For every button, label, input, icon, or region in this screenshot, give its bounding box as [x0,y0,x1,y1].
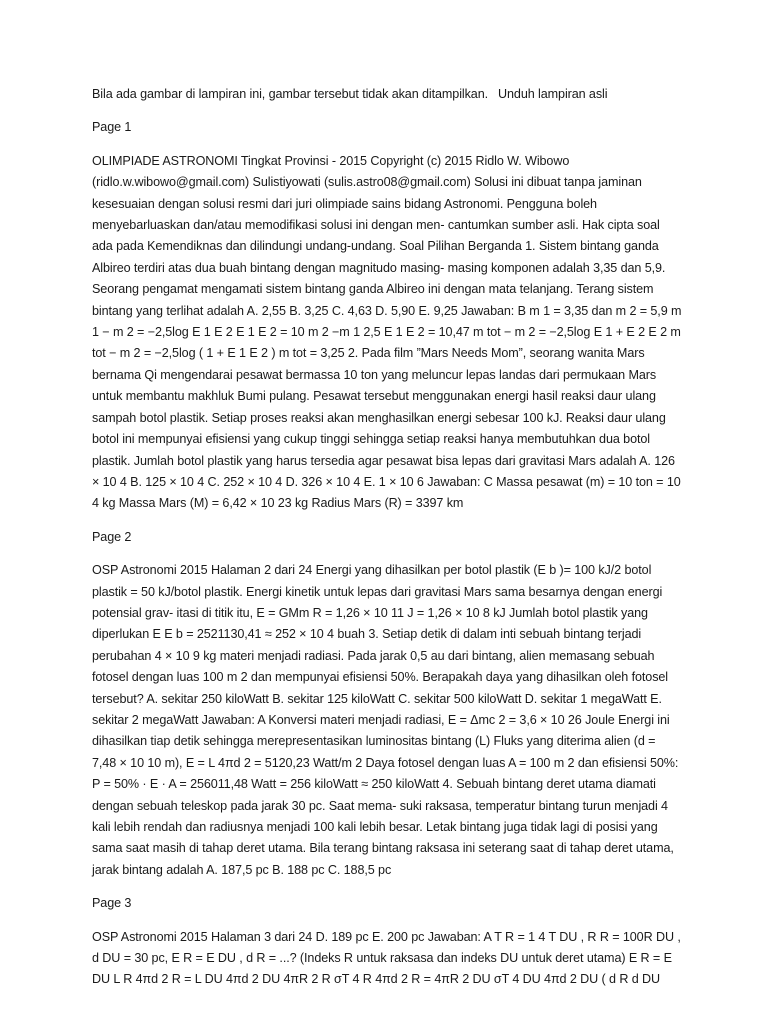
attachment-notice [92,84,682,105]
page-3-content: OSP Astronomi 2015 Halaman 3 dari 24 D. 189 pc E. 200 pc Jawaban: A T R = 1 4 T DU , R R = 100R DU , d DU = 30 pc, E R = E DU , d R = ...? (Indeks R untuk raksasa dan indeks DU untuk deret utama) E R = E DU L R 4πd 2 R = L DU 4πd 2 DU 4πR 2 R σT 4 R 4πd 2 R = 4πR 2 DU σT 4 DU 4πd 2 DU ( d R d DU [92,929,681,987]
download-original-attachment-link[interactable]: Unduh lampiran asli [498,87,608,101]
attachment-notice-text: Bila ada gambar di lampiran ini, gambar tersebut tidak akan ditampilkan. [92,87,489,101]
page-1-content: OLIMPIADE ASTRONOMI Tingkat Provinsi - 2015 Copyright (c) 2015 Ridlo W. Wibowo (ridlo.w.wibowo@gmail.com) Sulistiyowati (sulis.astro08@gmail.com) Solusi ini dibuat tanpa jaminan kesesuaian dengan solusi resmi dari juri olimpiade sains bidang Astronomi. Pengguna boleh menyebarluaskan dan/atau memodifikasi solusi ini dengan men- cantumkan sumber asli. Hak cipta soal ada pada Kemendiknas dan dilindungi undang-undang. Soal Pilihan Berganda 1. Sistem bintang ganda Albireo terdiri atas dua buah bintang dengan magnitudo masing- masing komponen adalah 3,35 dan 5,9. Seorang pengamat mengamati sistem bintang ganda Albireo ini dengan mata telanjang. Terang sistem bintang yang terlihat adalah A. 2,55 B. 3,25 C. 4,63 D. 5,90 E. 9,25 Jawaban: B m 1 = 3,35 dan m 2 = 5,9 m 1 − m 2 = −2,5log E 1 E 2 E 1 E 2 = 10 m 2 −m 1 2,5 E 1 E 2 = 10,47 m tot − m 2 = −2,5log E 1 + E 2 E 2 m tot − m 2 = −2,5log ( 1 + E 1 E 2 ) m tot = 3,25 2. Pada film ”Mars Needs Mom”, seorang wanita Mars bernama Qi mengendarai pesawat bermassa 10 ton yang meluncur lepas landas dari permukaan Mars untuk membantu makhluk Bumi pulang. Pesawat tersebut menggunakan energi hasil reaksi daur ulang sampah botol plastik. Setiap proses reaksi akan menghasilkan energi sebesar 100 kJ. Reaksi daur ulang botol ini mempunyai efisiensi yang cukup tinggi sehingga setiap reaksi hanya membutuhkan dua botol plastik. Jumlah botol plastik yang harus tersedia agar pesawat bisa lepas dari gravitasi Mars adalah A. 126 × 10 4 B. 125 × 10 4 C. 252 × 10 4 D. 326 × 10 4 E. 1 × 10 6 Jawaban: C Massa pesawat (m) = 10 ton = 10 4 kg Massa Mars (M) = 6,42 × 10 23 kg Radius Mars (R) = 3397 km [92,153,682,511]
page-label-2: Page 2 [92,529,132,544]
document-body [92,84,682,1003]
page-2-content: OSP Astronomi 2015 Halaman 2 dari 24 Energi yang dihasilkan per botol plastik (E b )= 100 kJ/2 botol plastik = 50 kJ/botol plastik. Energi kinetik untuk lepas dari gravitasi Mars sama besarnya dengan energi potensial grav- itasi di titik itu, E = GMm R = 1,26 × 10 11 J = 1,26 × 10 8 kJ Jumlah botol plastik yang diperlukan E E b = 2521130,41 ≈ 252 × 10 4 buah 3. Setiap detik di dalam inti sebuah bintang terjadi perubahan 4 × 10 9 kg materi menjadi radiasi. Pada jarak 0,5 au dari bintang, alien memasang sebuah fotosel dengan luas 100 m 2 dan mempunyai efisiensi 50%. Berapakah daya yang dihasilkan oleh fotosel tersebut? A. sekitar 250 kiloWatt B. sekitar 125 kiloWatt C. sekitar 500 kiloWatt D. sekitar 1 megaWatt E. sekitar 2 megaWatt Jawaban: A Konversi materi menjadi radiasi, E = Δmc 2 = 3,6 × 10 26 Joule Energi ini dihasilkan tiap detik sehingga merepresentasikan luminositas bintang (L) Fluks yang diterima alien (d = 7,48 × 10 10 m), E = L 4πd 2 = 5120,23 Watt/m 2 Daya fotosel dengan luas A = 100 m 2 dan efisiensi 50%: P = 50% · E · A = 256011,48 Watt = 256 kiloWatt ≈ 250 kiloWatt 4. Sebuah bintang deret utama diamati dengan sebuah teleskop pada jarak 30 pc. Saat mema- suki raksasa, temperatur bintang turun menjadi 4 kali lebih rendah dan radiusnya menjadi 100 kali lebih besar. Letak bintang juga tidak lagi di posisi yang sama saat masih di tahap deret utama. Bila terang bintang raksasa ini seterang saat di tahap deret utama, jarak bintang adalah A. 187,5 pc B. 188 pc C. 188,5 pc [92,563,679,877]
page-label-1: Page 1 [92,120,132,135]
page-label-3: Page 3 [92,896,132,911]
